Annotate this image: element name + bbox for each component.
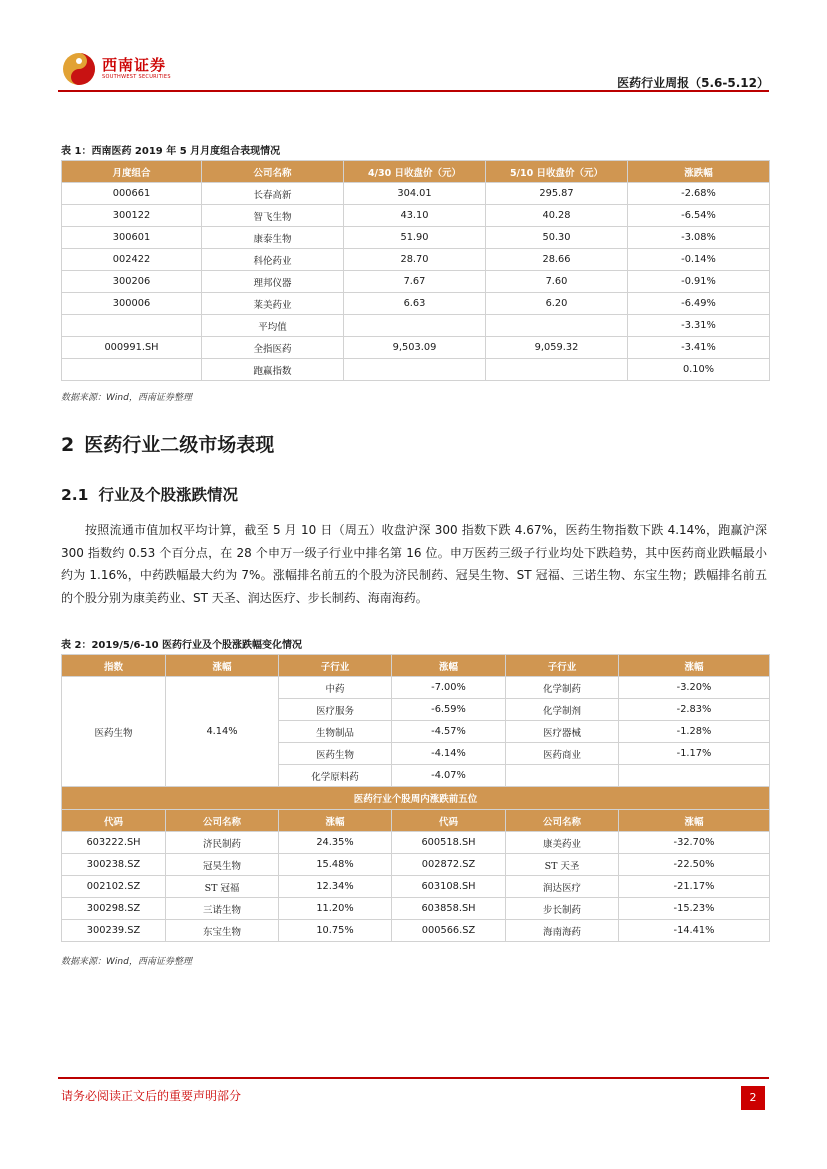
table-cell: -15.23% xyxy=(619,898,770,920)
table-cell: -1.28% xyxy=(619,721,770,743)
table-row xyxy=(62,315,770,337)
table1-source: 数据来源：Wind，西南证券整理 xyxy=(61,393,192,403)
column-header: 指数 xyxy=(62,655,166,677)
table-cell: 300298.SZ xyxy=(62,898,166,920)
table-cell: -2.83% xyxy=(619,699,770,721)
table-cell: -22.50% xyxy=(619,854,770,876)
company-logo xyxy=(62,52,182,90)
table-cell: 51.90 xyxy=(344,227,486,249)
table-cell: 康美药业 xyxy=(506,832,619,854)
table-cell: 9,059.32 xyxy=(486,337,628,359)
table-cell: 6.63 xyxy=(344,293,486,315)
column-header: 涨跌幅 xyxy=(628,161,770,183)
paragraph-text: 按照流通市值加权平均计算，截至 5 月 10 日（周五）收盘沪深 300 指数下跌 4.67%，医药生物指数下跌 4.14%，跑赢沪深 300 指数约 0.53 个百分点，在 28 个申万一级子行业中排名第 16 位。申万医药三级子行业均处下跌趋势，其中医药商业跌幅最小约为 1.16%，中药跌幅最大约为 7%。涨幅排名前五的个股为济民制药、冠昊生物、ST 冠福、三诺生物、东宝生物；跌幅排名前五的个股分别为康美药业、ST 天圣、润达医疗、步长制药、海南海药。 xyxy=(61,523,767,605)
table-cell: 295.87 xyxy=(486,183,628,205)
table-cell: 50.30 xyxy=(486,227,628,249)
column-header: 子行业 xyxy=(506,655,619,677)
table-row xyxy=(62,677,770,699)
table-cell: 15.48% xyxy=(279,854,392,876)
table-cell: 科伦药业 xyxy=(202,249,344,271)
table-cell: 28.66 xyxy=(486,249,628,271)
table-cell: 莱美药业 xyxy=(202,293,344,315)
table-cell: -32.70% xyxy=(619,832,770,854)
table-cell xyxy=(62,359,202,381)
table-cell: 长春高新 xyxy=(202,183,344,205)
table-row xyxy=(62,876,770,898)
footer-divider xyxy=(58,1077,769,1079)
page-number: 2 xyxy=(741,1086,765,1110)
table-cell: -14.41% xyxy=(619,920,770,942)
column-header: 代码 xyxy=(62,810,166,832)
table-cell: 300206 xyxy=(62,271,202,293)
table-cell: 300601 xyxy=(62,227,202,249)
subsection-title: 行业及个股涨跌情况 xyxy=(98,486,238,504)
logo-text-cn: 西南证券 xyxy=(102,56,167,74)
table-row xyxy=(62,183,770,205)
table-row xyxy=(62,227,770,249)
table-row xyxy=(62,337,770,359)
table-cell: -21.17% xyxy=(619,876,770,898)
table-cell: ST 天圣 xyxy=(506,854,619,876)
table-cell: 304.01 xyxy=(344,183,486,205)
table-cell: -6.49% xyxy=(628,293,770,315)
column-header: 公司名称 xyxy=(506,810,619,832)
table-cell: 600518.SH xyxy=(392,832,506,854)
table-cell: 济民制药 xyxy=(166,832,279,854)
table-cell: 603108.SH xyxy=(392,876,506,898)
table-cell: 康泰生物 xyxy=(202,227,344,249)
section-number: 2 xyxy=(61,434,75,456)
body-paragraph xyxy=(61,519,767,609)
table-cell: 三诺生物 xyxy=(166,898,279,920)
table-cell xyxy=(486,315,628,337)
table-cell: 9,503.09 xyxy=(344,337,486,359)
subsection-number: 2.1 xyxy=(61,486,89,504)
table-header-row xyxy=(62,655,770,677)
table-cell: 002422 xyxy=(62,249,202,271)
table1-caption: 表 1：西南医药 2019 年 5 月月度组合表现情况 xyxy=(61,146,281,157)
table-cell: 冠昊生物 xyxy=(166,854,279,876)
table-cell: 7.60 xyxy=(486,271,628,293)
column-header: 公司名称 xyxy=(166,810,279,832)
table-cell: 化学制剂 xyxy=(506,699,619,721)
column-header: 涨幅 xyxy=(166,655,279,677)
table-cell: 6.20 xyxy=(486,293,628,315)
index-change-cell: 4.14% xyxy=(166,677,279,787)
table-cell: -7.00% xyxy=(392,677,506,699)
table-row xyxy=(62,898,770,920)
table-row xyxy=(62,249,770,271)
table-cell: -0.91% xyxy=(628,271,770,293)
column-header: 涨幅 xyxy=(392,655,506,677)
table-cell: 医疗器械 xyxy=(506,721,619,743)
table-cell: 医疗服务 xyxy=(279,699,392,721)
table-cell: 43.10 xyxy=(344,205,486,227)
table-cell: 000991.SH xyxy=(62,337,202,359)
table-cell: -4.14% xyxy=(392,743,506,765)
table-row xyxy=(62,359,770,381)
table-cell: 300239.SZ xyxy=(62,920,166,942)
table-cell xyxy=(486,359,628,381)
table-cell: 医药生物 xyxy=(279,743,392,765)
column-header: 月度组合 xyxy=(62,161,202,183)
section-title: 医药行业二级市场表现 xyxy=(84,434,275,456)
table-cell: 医药商业 xyxy=(506,743,619,765)
column-header: 涨幅 xyxy=(279,810,392,832)
table-row xyxy=(62,293,770,315)
column-header: 公司名称 xyxy=(202,161,344,183)
table-cell: 000661 xyxy=(62,183,202,205)
table-cell: 步长制药 xyxy=(506,898,619,920)
table-cell xyxy=(62,315,202,337)
header-divider xyxy=(58,90,769,92)
table-cell: 603222.SH xyxy=(62,832,166,854)
table-cell: 002872.SZ xyxy=(392,854,506,876)
industry-stock-table xyxy=(61,654,770,942)
table-cell: ST 冠福 xyxy=(166,876,279,898)
stock-header-row xyxy=(62,810,770,832)
table-cell: -3.20% xyxy=(619,677,770,699)
table-cell: 0.10% xyxy=(628,359,770,381)
table-cell: 300122 xyxy=(62,205,202,227)
table-cell: 理邦仪器 xyxy=(202,271,344,293)
table-cell: -3.41% xyxy=(628,337,770,359)
column-header: 涨幅 xyxy=(619,810,770,832)
table-cell: -1.17% xyxy=(619,743,770,765)
table-cell: 28.70 xyxy=(344,249,486,271)
table-cell xyxy=(344,315,486,337)
table-cell xyxy=(344,359,486,381)
table-cell xyxy=(506,765,619,787)
index-name-cell: 医药生物 xyxy=(62,677,166,787)
table-cell: 300006 xyxy=(62,293,202,315)
report-title: 医药行业周报（5.6-5.12） xyxy=(617,76,769,90)
table-cell: -2.68% xyxy=(628,183,770,205)
section-heading xyxy=(61,430,274,457)
column-header: 代码 xyxy=(392,810,506,832)
stock-banner: 医药行业个股周内涨跌前五位 xyxy=(62,787,770,810)
table-cell: 000566.SZ xyxy=(392,920,506,942)
column-header: 涨幅 xyxy=(619,655,770,677)
table-cell: 中药 xyxy=(279,677,392,699)
banner-row xyxy=(62,787,770,810)
table-cell: -6.54% xyxy=(628,205,770,227)
column-header: 子行业 xyxy=(279,655,392,677)
table-cell: 603858.SH xyxy=(392,898,506,920)
table-cell: 40.28 xyxy=(486,205,628,227)
table-cell: 润达医疗 xyxy=(506,876,619,898)
table-cell: 002102.SZ xyxy=(62,876,166,898)
table-cell: 全指医药 xyxy=(202,337,344,359)
table-row xyxy=(62,271,770,293)
table-cell: 12.34% xyxy=(279,876,392,898)
table-row xyxy=(62,832,770,854)
table-cell: 东宝生物 xyxy=(166,920,279,942)
table-row xyxy=(62,920,770,942)
disclaimer-text: 请务必阅读正文后的重要声明部分 xyxy=(61,1089,242,1103)
table-cell: 7.67 xyxy=(344,271,486,293)
subsection-heading xyxy=(61,483,238,505)
logo-text-en: SOUTHWEST SECURITIES xyxy=(102,74,171,80)
table-cell: 化学原料药 xyxy=(279,765,392,787)
table-cell: 化学制药 xyxy=(506,677,619,699)
column-header: 5/10 日收盘价（元） xyxy=(486,161,628,183)
table-cell: -4.07% xyxy=(392,765,506,787)
table-row xyxy=(62,205,770,227)
table-cell: 跑赢指数 xyxy=(202,359,344,381)
table-cell: 平均值 xyxy=(202,315,344,337)
table-cell xyxy=(619,765,770,787)
table2-caption: 表 2：2019/5/6-10 医药行业及个股涨跌幅变化情况 xyxy=(61,640,303,651)
table-cell: 11.20% xyxy=(279,898,392,920)
column-header: 4/30 日收盘价（元） xyxy=(344,161,486,183)
table-cell: -0.14% xyxy=(628,249,770,271)
table-cell: 智飞生物 xyxy=(202,205,344,227)
table-cell: 海南海药 xyxy=(506,920,619,942)
portfolio-table xyxy=(61,160,770,381)
table-row xyxy=(62,854,770,876)
table-cell: -3.31% xyxy=(628,315,770,337)
table-cell: 10.75% xyxy=(279,920,392,942)
table-cell: 生物制品 xyxy=(279,721,392,743)
table-cell: 24.35% xyxy=(279,832,392,854)
table-cell: -6.59% xyxy=(392,699,506,721)
table-cell: -3.08% xyxy=(628,227,770,249)
table-cell: 300238.SZ xyxy=(62,854,166,876)
logo-emblem-icon xyxy=(62,52,96,86)
table-cell: -4.57% xyxy=(392,721,506,743)
table-header-row xyxy=(62,161,770,183)
table2-source: 数据来源：Wind，西南证券整理 xyxy=(61,957,192,967)
